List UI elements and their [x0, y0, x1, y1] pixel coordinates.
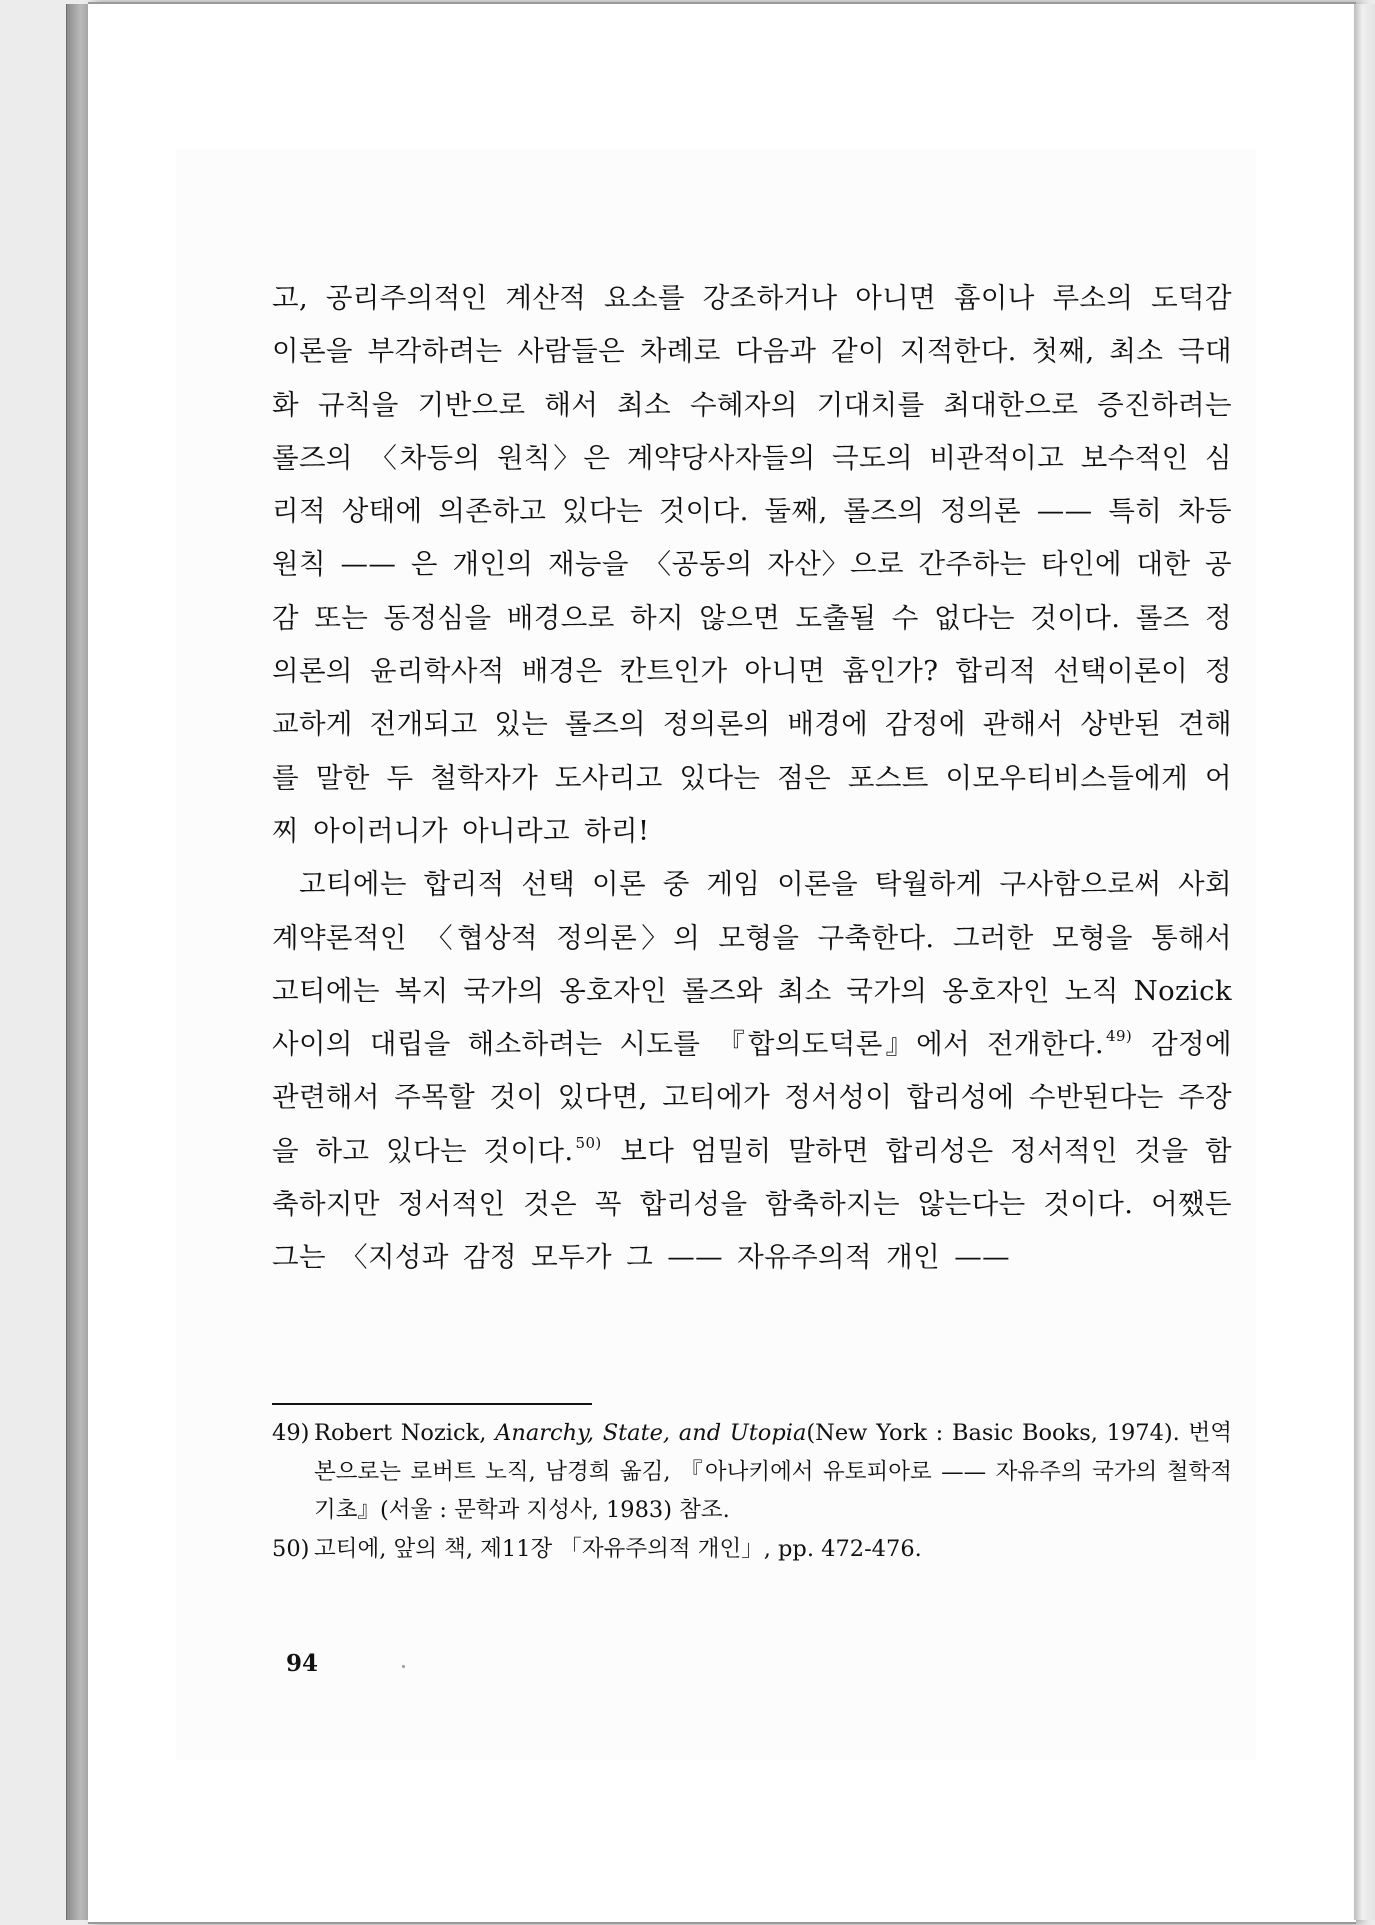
footnote-reference-50: 50)	[575, 1133, 602, 1152]
page-number: 94	[286, 1650, 319, 1677]
paragraph-text-part-1: 고티에는 합리적 선택 이론 중 게임 이론을 탁월하게 구사함으로써 사회 계약론적인 〈협상적 정의론〉의 모형을 구축한다. 그러한 모형을 통해서 고티에는 복지 국가의 옹호자인 롤즈와 최소 국가의 옹호자인 노직 Nozick 사이의 대립을 해소하려는 시도를 『합의도덕론』에서 전개한다.	[272, 868, 1232, 1061]
paragraph-continued: 고, 공리주의적인 계산적 요소를 강조하거나 아니면 흄이나 루소의 도덕감 이론을 부각하려는 사람들은 차례로 다음과 같이 지적한다. 첫째, 최소 극대화 규칙을 기반으로 해서 최소 수혜자의 기대치를 최대한으로 증진하려는 롤즈의 〈차등의 원칙〉은 계약당사자들의 극도의 비관적이고 보수적인 심리적 상태에 의존하고 있다는 것이다. 둘째, 롤즈의 정의론 —— 특히 차등원칙 —— 은 개인의 재능을 〈공동의 자산〉으로 간주하는 타인에 대한 공감 또는 동정심을 배경으로 하지 않으면 도출될 수 없다는 것이다. 롤즈 정의론의 윤리학사적 배경은 칸트인가 아니면 흄인가? 합리적 선택이론이 정교하게 전개되고 있는 롤즈의 정의론의 배경에 감정에 관해서 상반된 견해를 말한 두 철학자가 도사리고 있다는 점은 포스트 이모우티비스들에게 어찌 아이러니가 아니라고 하리!	[272, 282, 1232, 847]
footnote-number: 50)	[272, 1535, 310, 1562]
paragraph-text-part-3: 보다 엄밀히 말하면 합리성은 정서적인 것을 함축하지만 정서적인 것은 꼭 합리성을 함축하지는 않는다는 것이다. 어쨌든 그는 〈지성과 감정 모두가 그 —— 자유주의적 개인 ——	[272, 1134, 1232, 1274]
footnote-49	[272, 1414, 1232, 1530]
footnotes	[272, 1414, 1232, 1568]
footnote-text: (New York : Basic Books, 1974). 번역본으로는 로버트 노직, 남경희 옮김, 『아나키에서 유토피아로 —— 자유주의 국가의 철학적 기초』(서울 : 문학과 지성사, 1983) 참조.	[314, 1420, 1233, 1523]
footnote-number: 49)	[272, 1420, 310, 1446]
footnote-separator	[272, 1403, 592, 1405]
footnote-reference-49: 49)	[1106, 1027, 1133, 1046]
footnote-book-title: Anarchy, State, and Utopia	[495, 1420, 807, 1446]
scan-speck	[402, 1665, 405, 1668]
footnote-text: 고티에, 앞의 책, 제11장 「자유주의적 개인」, pp. 472-476.	[314, 1535, 922, 1562]
paragraph-text-part-2: 감정에 관련해서 주목할 것이 있다면, 고티에가 정서성이 합리성에 수반된다는 주장을 하고 있다는 것이다.	[272, 1028, 1232, 1167]
footnote-50	[272, 1530, 1232, 1569]
main-text	[272, 272, 1232, 1285]
page-right-edge	[1354, 4, 1375, 1920]
footnote-author: Robert Nozick,	[314, 1420, 487, 1446]
paragraph-gauthier	[272, 858, 1232, 1284]
